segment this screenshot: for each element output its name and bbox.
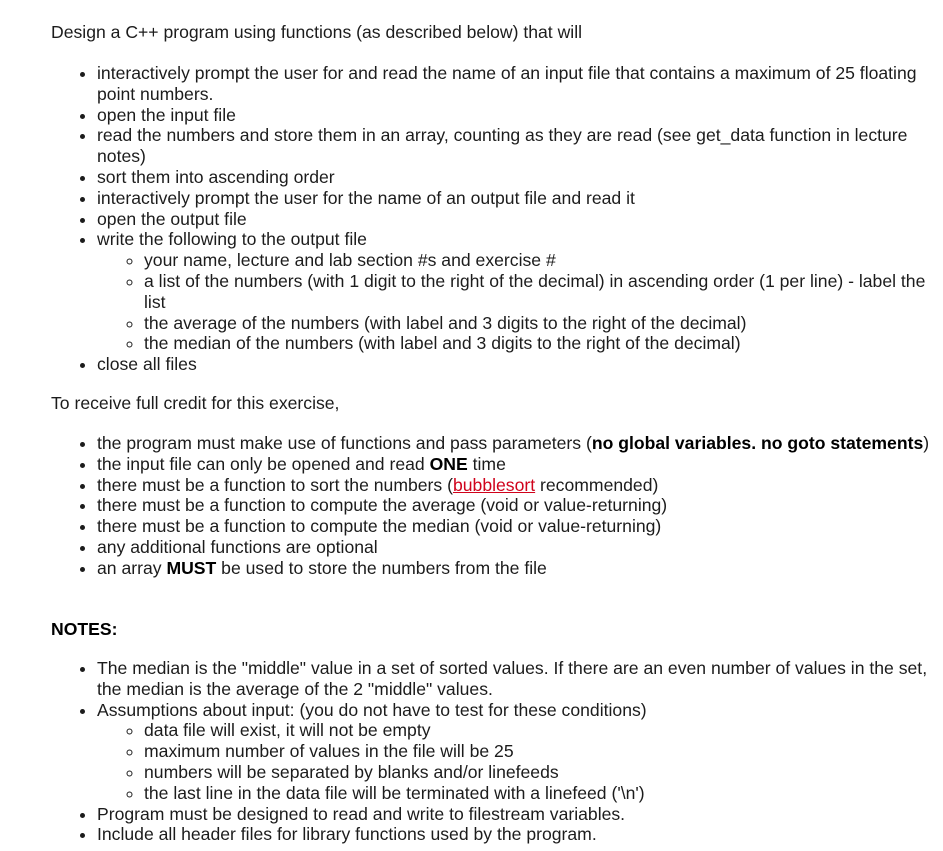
list-item: • open the output file (97, 209, 943, 230)
list-item: • there must be a function to compute the median (void or value-returning) (97, 516, 943, 537)
bubblesort-link[interactable]: bubblesort (452, 474, 536, 495)
credit-heading: To receive full credit for this exercise, (51, 393, 340, 413)
list-item: ◦ the last line in the data file will be terminated with a linefeed ('\n') (144, 783, 943, 804)
notes-heading-text: NOTES: (51, 619, 118, 639)
list-item (97, 475, 943, 496)
credit-text: there must be a function to sort the numbers ( (97, 474, 453, 495)
list-item: • open the input file (97, 105, 943, 126)
list-item: ◦ maximum number of values in the file will be 25 (144, 741, 943, 762)
credit-text: time (467, 453, 506, 474)
list-item: ◦ data file will exist, it will not be empty (144, 720, 943, 741)
credit-text: an array (97, 557, 167, 578)
credit-text: recommended) (535, 474, 659, 495)
list-item: ◦ the average of the numbers (with label and 3 digits to the right of the decimal) (144, 313, 943, 334)
intro-text: Design a C++ program using functions (as described below) that will (51, 22, 583, 42)
credit-list (51, 433, 943, 579)
list-item (97, 558, 943, 579)
list-item: • read the numbers and store them in an array, counting as they are read (see get_data function in lecture notes) (97, 125, 943, 167)
list-item: • interactively prompt the user for and read the name of an input file that contains a maximum of 25 floating point numbers. (97, 63, 943, 105)
list-item-text: Assumptions about input: (you do not have to test for these conditions) (97, 699, 647, 720)
notes-heading (51, 619, 117, 640)
list-item: ◦ your name, lecture and lab section #s and exercise # (144, 250, 943, 271)
output-items-list (97, 250, 943, 354)
list-item-text: write the following to the output file (97, 229, 367, 250)
list-item: • any additional functions are optional (97, 537, 943, 558)
list-item (97, 229, 943, 354)
list-item: • Include all header files for library functions used by the program. (97, 824, 943, 845)
list-item: • close all files (97, 354, 943, 375)
list-item (97, 700, 943, 804)
credit-text: the program must make use of functions and pass parameters ( (97, 433, 592, 453)
credit-bold: no global variables. no goto statements (591, 433, 924, 453)
list-item: • Program must be designed to read and write to filestream variables. (97, 804, 943, 825)
list-item: • sort them into ascending order (97, 167, 943, 188)
list-item: ◦ the median of the numbers (with label and 3 digits to the right of the decimal) (144, 333, 943, 354)
credit-bold: ONE (429, 453, 468, 474)
credit-bold: MUST (166, 557, 217, 578)
credit-text: the input file can only be opened and read (97, 453, 430, 474)
list-item: • interactively prompt the user for the name of an output file and read it (97, 188, 943, 209)
list-item (97, 433, 943, 454)
list-item (97, 454, 943, 475)
credit-text: ) (923, 433, 930, 453)
steps-list (51, 63, 943, 375)
list-item: ◦ a list of the numbers (with 1 digit to the right of the decimal) in ascending order (1 per line) - label the list (144, 271, 943, 313)
list-item: • The median is the "middle" value in a set of sorted values. If there are an even number of values in the set, the median is the average of the 2 "middle" values. (97, 658, 943, 700)
assumptions-list (97, 720, 943, 803)
credit-text: be used to store the numbers from the file (216, 557, 547, 578)
list-item: • there must be a function to compute the average (void or value-returning) (97, 495, 943, 516)
notes-list (51, 658, 943, 845)
list-item: ◦ numbers will be separated by blanks and/or linefeeds (144, 762, 943, 783)
